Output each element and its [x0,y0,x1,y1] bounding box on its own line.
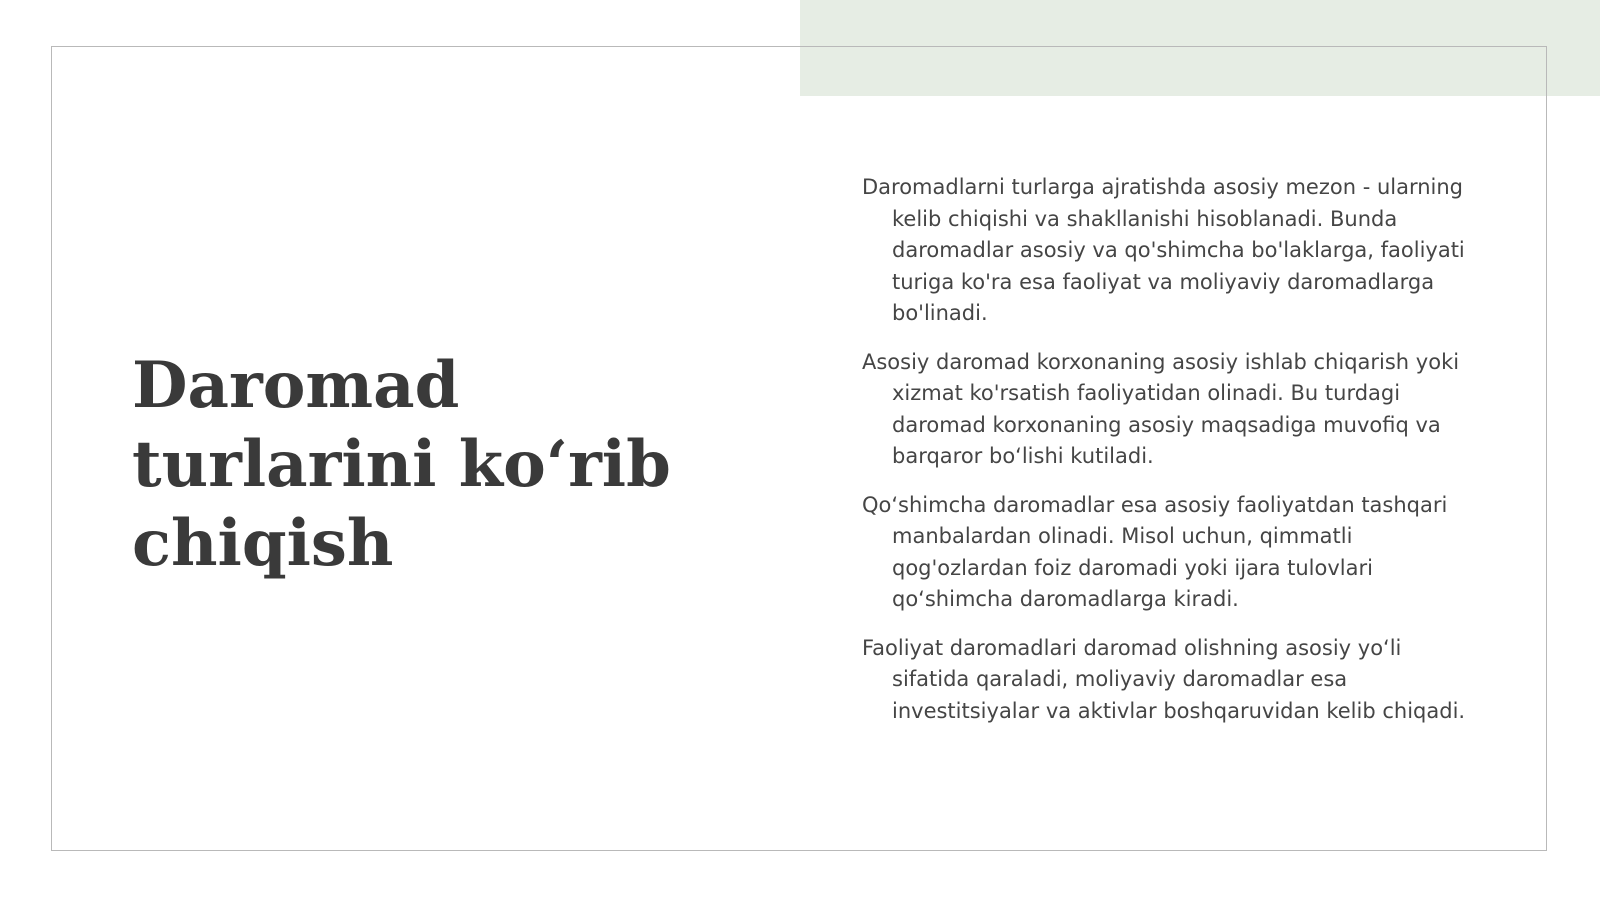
body-paragraph: Asosiy daromad korxonaning asosiy ishlab chiqarish yoki xizmat ko'rsatish faoliyatidan olinadi. Bu turdagi daromad korxonaning asosiy maqsadiga muvofiq va barqaror bo‘lishi kutiladi. [862,349,1460,468]
body-paragraph: Daromadlarni turlarga ajratishda asosiy mezon - ularning kelib chiqishi va shakllanishi hisoblanadi. Bunda daromadlar asosiy va qo'shimcha bo'laklarga, faoliyati turiga ko'ra esa faoliyat va moliyaviy daromadlarga bo'linadi. [862,175,1465,325]
slide-title: Daromad turlarini ko‘rib chiqish [132,348,671,581]
slide-body [862,172,1477,744]
body-paragraph: Faoliyat daromadlari daromad olishning asosiy yo‘li sifatida qaraladi, moliyaviy daromadlar esa investitsiyalar va aktivlar boshqaruvidan kelib chiqadi. [862,635,1466,723]
body-paragraph: Qo‘shimcha daromadlar esa asosiy faoliyatdan tashqari manbalardan olinadi. Misol uchun, qimmatli qog'ozlardan foiz daromadi yoki ijara tulovlari qo‘shimcha daromadlarga kiradi. [862,492,1448,611]
